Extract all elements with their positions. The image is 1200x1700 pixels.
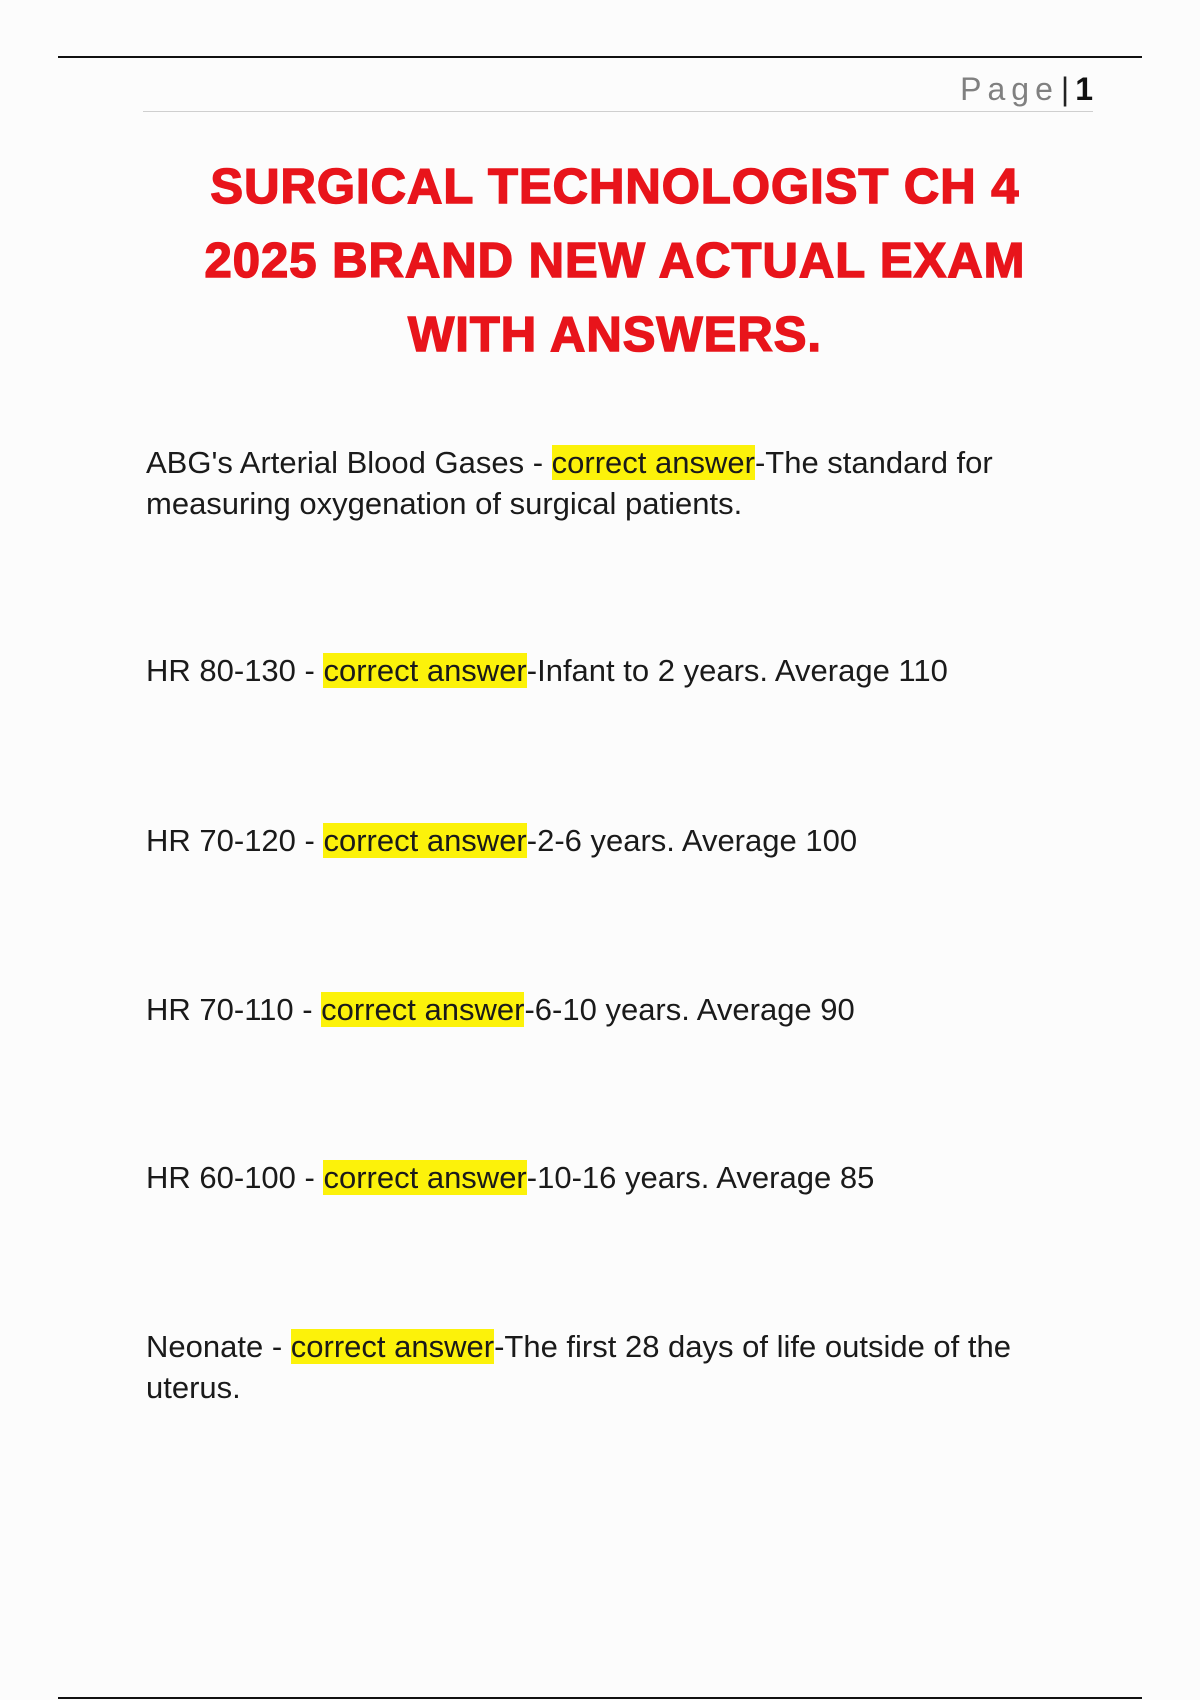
document-title <box>120 150 1110 372</box>
qa-term: Neonate - <box>146 1329 291 1364</box>
top-rule <box>58 56 1142 58</box>
qa-answer: -2-6 years. Average 100 <box>526 823 858 858</box>
title-line-3: WITH ANSWERS. <box>407 308 823 362</box>
qa-term: HR 70-110 - <box>146 992 322 1027</box>
title-line-2: 2025 BRAND NEW ACTUAL EXAM <box>204 234 1026 288</box>
qa-term: HR 80-130 - <box>146 653 324 688</box>
correct-answer-marker: correct answer <box>323 823 527 858</box>
qa-item-hr-80-130 <box>146 650 1086 691</box>
correct-answer-marker: correct answer <box>323 653 527 688</box>
qa-answer: -6-10 years. Average 90 <box>524 992 855 1027</box>
qa-term: ABG's Arterial Blood Gases - <box>146 445 552 480</box>
qa-answer: -Infant to 2 years. Average 110 <box>526 653 948 688</box>
correct-answer-marker: correct answer <box>321 992 525 1027</box>
qa-term: HR 60-100 - <box>146 1160 324 1195</box>
correct-answer-marker: correct answer <box>290 1329 495 1364</box>
bottom-rule <box>58 1697 1142 1699</box>
qa-answer: -The standard for measuring oxygenation of surgical patients. <box>146 445 993 521</box>
qa-answer: -10-16 years. Average 85 <box>526 1160 875 1195</box>
qa-item-abg <box>146 442 1086 524</box>
qa-answer: -The first 28 days of life outside of the uterus. <box>146 1329 1011 1405</box>
qa-item-hr-60-100 <box>146 1157 1086 1198</box>
page-number: 1 <box>1075 71 1093 107</box>
page-separator: | <box>1060 71 1070 107</box>
title-line-1: SURGICAL TECHNOLOGIST CH 4 <box>210 160 1020 214</box>
qa-term: HR 70-120 - <box>146 823 324 858</box>
qa-item-neonate <box>146 1326 1086 1408</box>
qa-item-hr-70-110 <box>146 989 1086 1030</box>
correct-answer-marker: correct answer <box>323 1160 527 1195</box>
page-header <box>143 66 1093 112</box>
page-label: Page <box>960 71 1059 107</box>
correct-answer-marker: correct answer <box>551 445 755 480</box>
qa-item-hr-70-120 <box>146 820 1086 861</box>
